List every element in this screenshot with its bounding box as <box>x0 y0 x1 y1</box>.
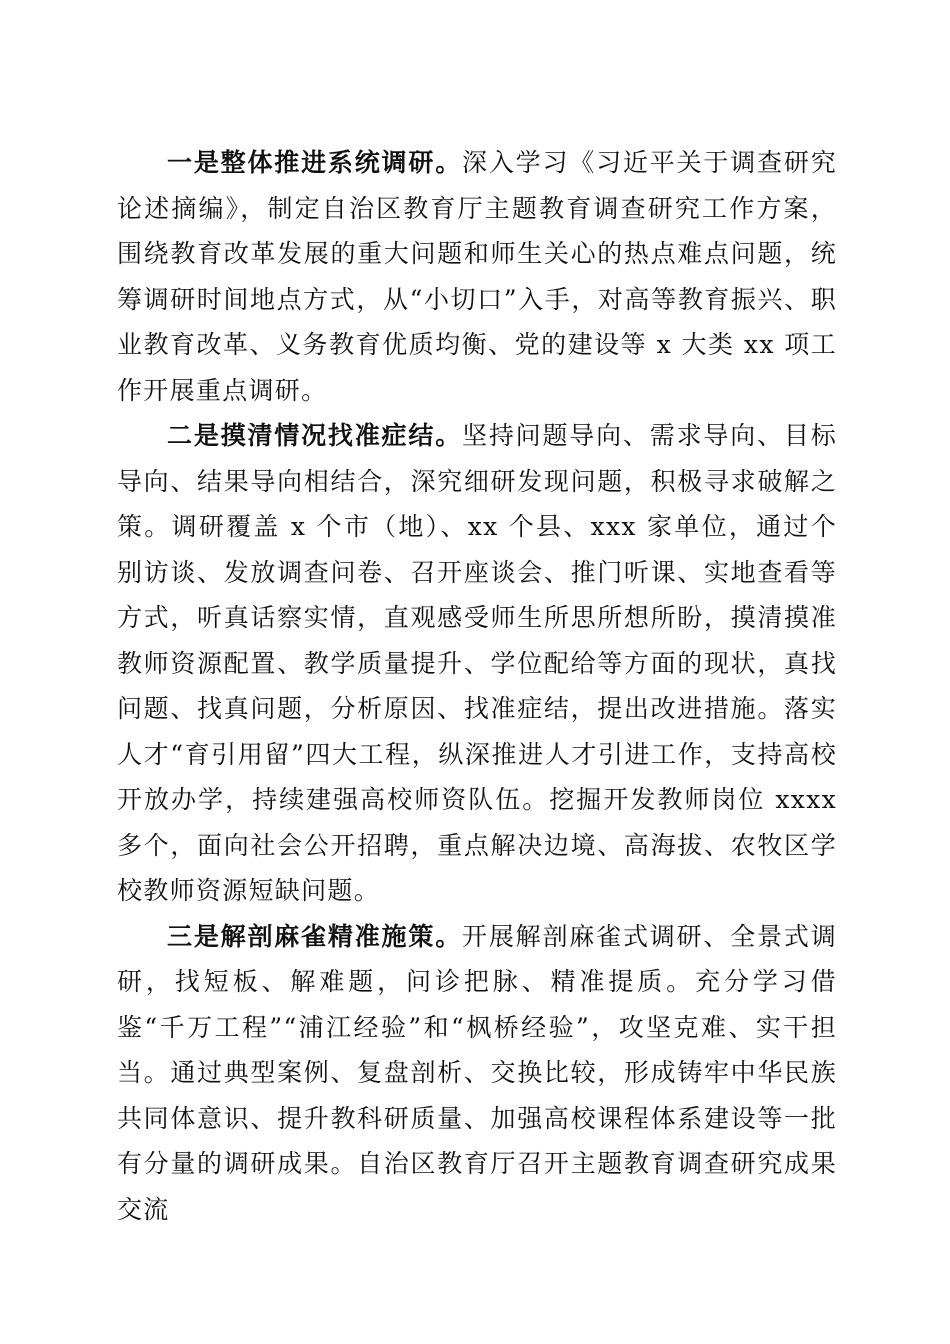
paragraph-3 <box>117 914 837 1233</box>
paragraph-1-body: 深入学习《习近平关于调查研究论述摘编》，制定自治区教育厅主题教育调查研究工作方案，围绕教育改革发展的重大问题和师生关心的热点难点问题，统筹调研时间地点方式，从“小切口”入手，对高等教育振兴、职业教育改革、义务教育优质均衡、党的建设等 x 大类 xx 项工作开展重点调研。 <box>117 148 837 405</box>
paragraph-2 <box>117 413 837 914</box>
paragraph-1 <box>117 140 837 413</box>
paragraph-3-body: 开展解剖麻雀式调研、全景式调研，找短板、解难题，问诊把脉、精准提质。充分学习借鉴“千万工程”“浦江经验”和“枫桥经验”，攻坚克难、实干担当。通过典型案例、复盘剖析、交换比较，形成铸牢中华民族共同体意识、提升教科研质量、加强高校课程体系建设等一批有分量的调研成果。自治区教育厅召开主题教育调查研究成果交流 <box>117 921 837 1224</box>
paragraph-1-lead: 一是整体推进系统调研。 <box>167 148 463 177</box>
paragraph-2-body: 坚持问题导向、需求导向、目标导向、结果导向相结合，深究细研发现问题，积极寻求破解之策。调研覆盖 x 个市（地）、xx 个县、xxx 家单位，通过个别访谈、发放调查问卷、召开座谈会、推门听课、实地查看等方式，听真话察实情，直观感受师生所思所想所盼，摸清摸准教师资源配置、教学质量提升、学位配给等方面的现状，真找问题、找真问题，分析原因、找准症结，提出改进措施。落实人才“育引用留”四大工程，纵深推进人才引进工作，支持高校开放办学，持续建强高校师资队伍。挖掘开发教师岗位 xxxx 多个，面向社会公开招聘，重点解决边境、高海拔、农牧区学校教师资源短缺问题。 <box>117 421 837 905</box>
document-body <box>117 140 837 1232</box>
paragraph-2-lead: 二是摸清情况找准症结。 <box>167 421 463 450</box>
paragraph-3-lead: 三是解剖麻雀精准施策。 <box>167 921 463 951</box>
